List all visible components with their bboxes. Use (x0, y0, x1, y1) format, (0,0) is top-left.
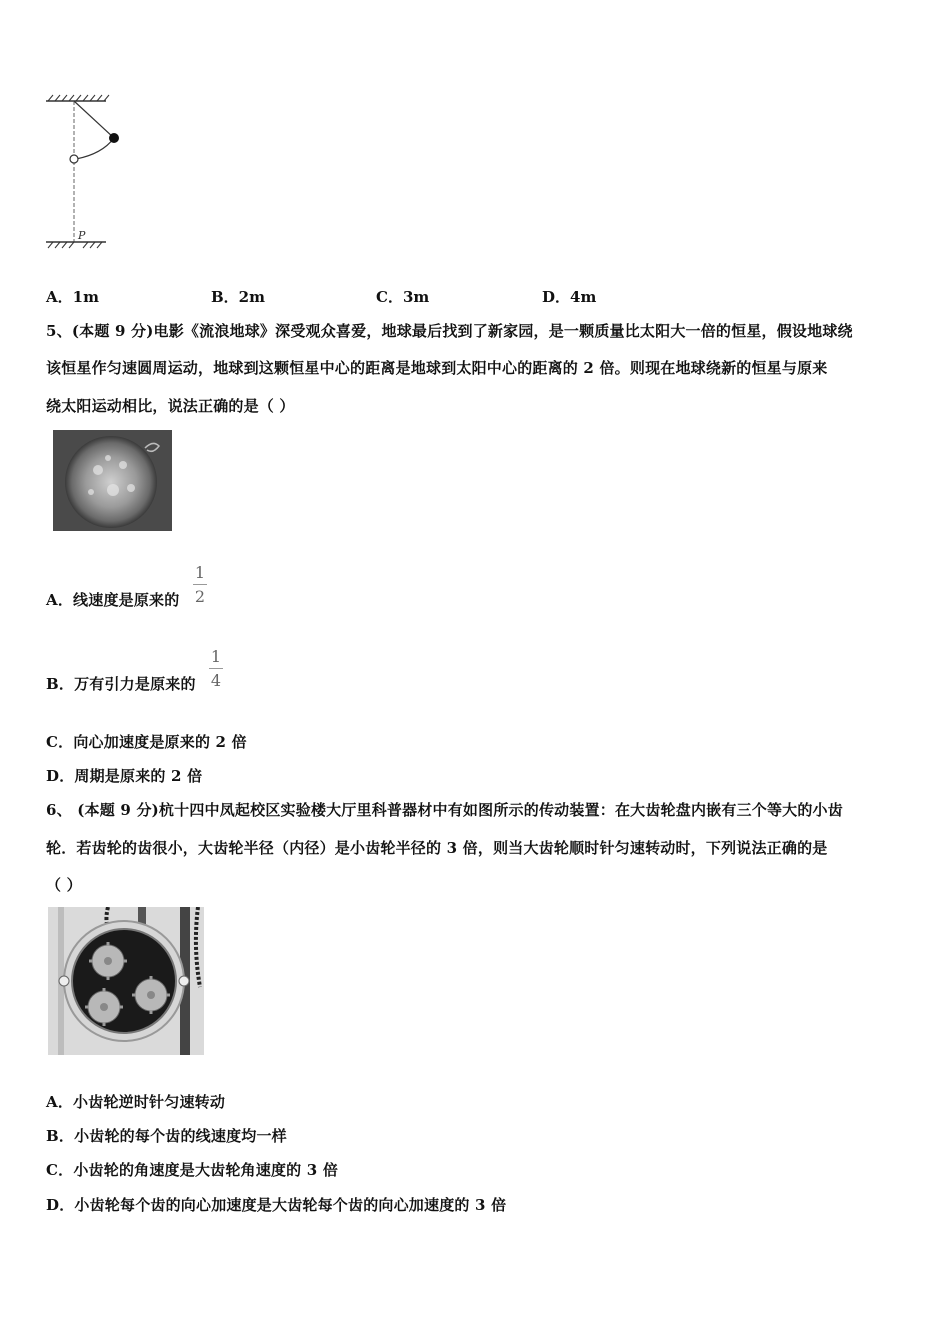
q5-stem-line2: 该恒星作匀速圆周运动，地球到这颗恒星中心的距离是地球到太阳中心的距离的 2 倍。则现在地球绕新的恒星与原来 (46, 359, 828, 377)
q6-stem-line2: 轮．若齿轮的齿很小，大齿轮半径（内径）是小齿轮半径的 3 倍，则当大齿轮顺时针匀速转动时，下列说法正确的是 (46, 839, 828, 857)
q6-option-a[interactable]: A．小齿轮逆时针匀速转动 (46, 1093, 226, 1111)
q6-option-c[interactable]: C．小齿轮的角速度是大齿轮角速度的 3 倍 (46, 1161, 339, 1179)
point-p-label: P (78, 229, 86, 242)
q4-option-b[interactable]: B．2m (211, 288, 265, 306)
q5-stem-line3: 绕太阳运动相比，说法正确的是（ ） (46, 397, 295, 415)
q5-option-a[interactable] (46, 589, 179, 610)
q5-option-d[interactable]: D．周期是原来的 2 倍 (46, 767, 203, 785)
q6-stem-line1: 6、 (本题 9 分)杭十四中凤起校区实验楼大厅里科普器材中有如图所示的传动装置：在大齿轮盘内嵌有三个等大的小齿 (46, 801, 843, 819)
fraction-numerator: 1 (194, 563, 206, 582)
q5-option-a-text: A．线速度是原来的 (46, 591, 180, 609)
fraction-numerator: 1 (210, 647, 222, 666)
q4-option-c[interactable]: C．3m (376, 288, 430, 306)
q4-option-d[interactable]: D．4m (542, 288, 597, 306)
star-image (53, 430, 172, 531)
q5-option-b-text: B．万有引力是原来的 (46, 675, 196, 693)
q5-option-a-fraction (193, 563, 207, 606)
q6-option-d[interactable]: D．小齿轮每个齿的向心加速度是大齿轮每个齿的向心加速度的 3 倍 (46, 1196, 507, 1214)
fraction-denominator: 4 (210, 671, 222, 690)
q5-option-c[interactable]: C．向心加速度是原来的 2 倍 (46, 733, 247, 751)
q6-stem-line3: （ ） (46, 876, 82, 894)
q5-option-b-fraction (209, 647, 223, 690)
fraction-denominator: 2 (194, 587, 206, 606)
q4-option-a[interactable]: A．1m (46, 288, 99, 306)
pendulum-figure (40, 92, 120, 252)
q6-option-b[interactable]: B．小齿轮的每个齿的线速度均一样 (46, 1127, 287, 1145)
q5-stem-line1: 5、(本题 9 分)电影《流浪地球》深受观众喜爱，地球最后找到了新家园，是一颗质量比太阳大一倍的恒星，假设地球绕 (46, 322, 853, 340)
gear-device-image (48, 907, 204, 1055)
q5-option-b[interactable] (46, 673, 196, 694)
